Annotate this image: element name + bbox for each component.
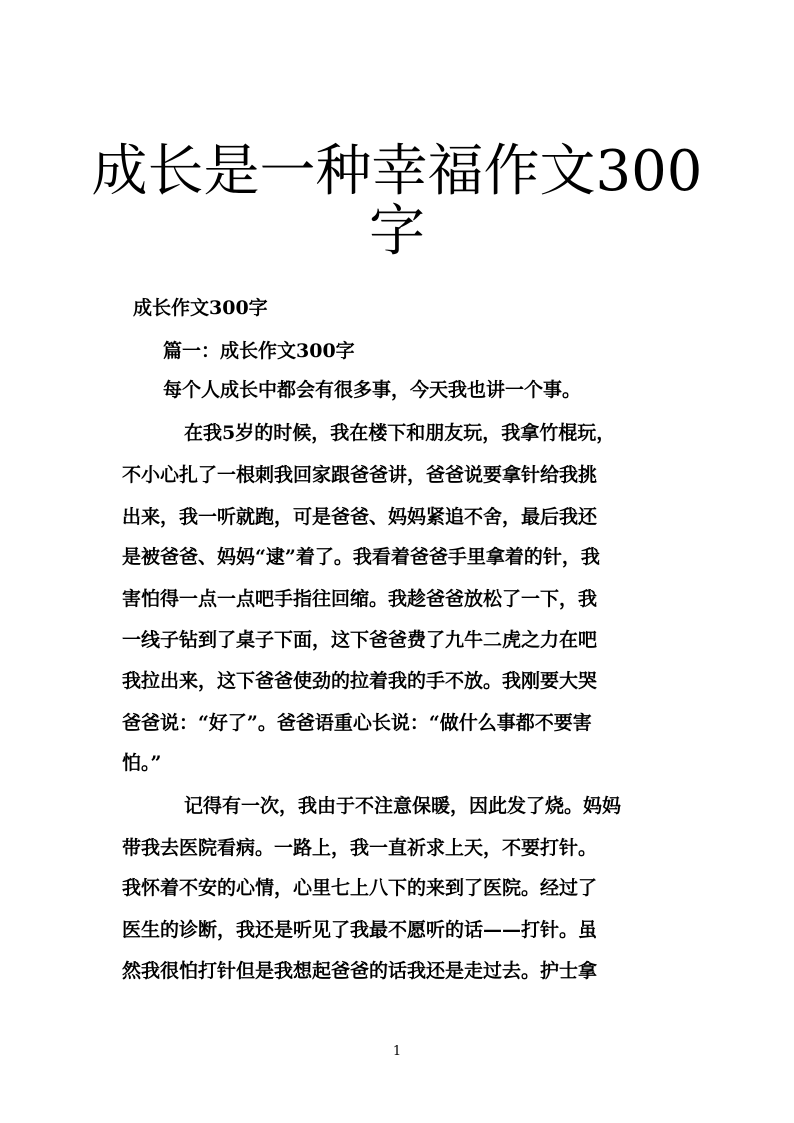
body-line: 然我很怕打针但是我想起爸爸的话我还是走过去。护士拿 (122, 960, 598, 982)
body-line: 在我5岁的时候，我在楼下和朋友玩，我拿竹棍玩， (184, 422, 616, 444)
body-line: 不小心扎了一根刺我回家跟爸爸讲，爸爸说要拿针给我挑 (122, 464, 598, 486)
body-line: 害怕得一点一点吧手指往回缩。我趁爸爸放松了一下，我 (122, 588, 598, 610)
body-line: 每个人成长中都会有很多事，今天我也讲一个事。 (163, 379, 582, 401)
subtitle: 成长作文300字 (133, 297, 268, 319)
body-line: 记得有一次，我由于不注意保暖，因此发了烧。妈妈 (184, 795, 622, 817)
page-number: 1 (392, 1044, 402, 1059)
body-line: 一线子钻到了桌子下面，这下爸爸费了九牛二虎之力在吧 (122, 629, 598, 651)
body-line: 我拉出来，这下爸爸使劲的拉着我的手不放。我刚要大哭 (122, 670, 598, 692)
document-title-line-2: 字 (369, 199, 425, 264)
body-line: 带我去医院看病。一路上，我一直祈求上天，不要打针。 (122, 837, 598, 859)
body-line: 是被爸爸、妈妈“逮”着了。我看着爸爸手里拿着的针，我 (122, 546, 600, 568)
body-line: 爸爸说：“好了”。爸爸语重心长说：“做什么事都不要害 (122, 712, 592, 734)
document-title-line-1: 成长是一种幸福作文300 (91, 139, 703, 204)
section-heading: 篇一：成长作文300字 (163, 340, 355, 362)
body-line: 我怀着不安的心情，心里七上八下的来到了医院。经过了 (122, 877, 598, 899)
body-line: 怕。” (122, 752, 162, 774)
body-line: 医生的诊断，我还是听见了我最不愿听的话——打针。虽 (122, 919, 598, 941)
body-line: 出来，我一听就跑，可是爸爸、妈妈紧追不舍，最后我还 (122, 506, 598, 528)
